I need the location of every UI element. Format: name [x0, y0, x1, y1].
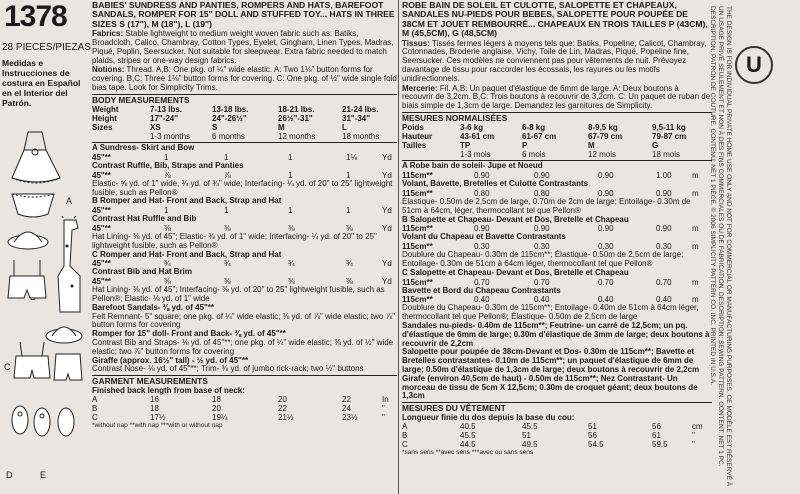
sandals-sketch [6, 400, 90, 460]
yardage-value: 0.30 [474, 242, 490, 252]
view-heading: Salopette pour poupée de 38cm-Devant et Dos- 0.30m de 115cm**; Bavette et Bretelles contrastantes- 0.10m de 115cm**; un paquet d'élastique de 6mm de large; 0.50m d'élastique de 1,3cm de large; deux boutons à recouvrir de 2,2cm [402, 347, 700, 374]
tissus-block [402, 40, 712, 84]
yardage-value: 0.90 [598, 224, 614, 234]
body-measurements-table [92, 105, 397, 141]
garment-row-cell: 23½ [342, 413, 358, 423]
yardage-value: 1⅛ [346, 153, 358, 162]
yardage-value: 1 [288, 206, 293, 216]
yardage-row [402, 224, 712, 233]
tissus-label: Tissus: [402, 38, 430, 48]
yardage-value: Yd [382, 277, 392, 287]
notions-line: Doublure du Chapeau- 0.30m de 115cm**; Élastique- 0.50m de 2,5cm de large; Entoilage- 0.30m de 51cm à 64cm léger, thermocollant tel que Pellon® [402, 250, 684, 268]
notions-label: Notions: [92, 65, 125, 75]
notions-line: Hat Lining- ⅜ yd. of 45"; Interfacing- ⅜ yd. of 20" to 25" lightweight fusible, such as Pellon®; Elastic- ⅛ yd. of 1" wide [92, 285, 385, 303]
yardage-row [92, 153, 397, 162]
measure-row [402, 141, 712, 150]
yardage-value: 0.80 [474, 189, 490, 198]
garment-measurements-table [92, 395, 397, 422]
yardage-row [402, 295, 712, 304]
french-title: ROBE BAIN DE SOLEIL ET CULOTTE, SALOPETTE ET CHAPEAUX, SANDALES NU-PIEDS POUR BEBES, SALOPETTE POUR POUPÉE DE 38CM ET JOUET REMBOURRÉ... CHAPEAUX EN TROIS TAILLES P (43CM), M (45,5CM), G (48,5CM) [402, 0, 708, 39]
doll-romper-sketch [48, 350, 88, 390]
view-heading: Contrast Ruffle, Bib, Straps and Panties [92, 161, 244, 170]
view-heading: Bavette et Bord du Chapeau Contrastants [402, 285, 561, 295]
garment-row-cell: " [692, 431, 695, 441]
yardage-value: 0.90 [534, 224, 550, 234]
garment-row-cell: 40.5 [460, 422, 476, 432]
yardage-value: 1 [288, 170, 293, 180]
notions-line: Contrast Bib and Straps- ⅛ yd. of 45"**; one pkg. of ¼" wide elastic; ⅜ yd. of ½" wide elastic; two ⅞" button forms for covering [92, 337, 394, 356]
garment-row-cell: C [92, 413, 98, 423]
yardage-value: 0.70 [656, 277, 672, 287]
garment-row-cell: 56 [652, 422, 661, 432]
tissus-text: Tissés fermes légers à moyens tels que: Batiks, Popeline, Calicot, Chambray, Cotonnades, Broderie anglaise, Vichy, Toile de Lin, Madras, Piqué, Popeline fine, Seersucker. Ces modèles ne conviennent pas pour vêtements de nuit. Prévoyez davantage de tissu pour raccorder les écossais, les rayures ou les motifs unidirectionnels. [402, 38, 707, 83]
notions-line: Doublure du Chapeau- 0.30m de 115cm**; Entoilage- 0.40m de 51cm à 64cm léger, thermocollant tel que Pellon®; Élastique- 0.50m de 2,5cm de large [402, 303, 699, 322]
yardage-value: ¾ [164, 259, 171, 269]
sidebar [0, 0, 92, 494]
yardage-value: 1 [164, 206, 169, 216]
garment-row-cell: 17½ [150, 413, 166, 423]
yardage-row [92, 171, 397, 180]
view-letter-a: A [66, 196, 73, 206]
garment-row-cell: A [92, 395, 98, 405]
garment-row-cell: 21½ [278, 413, 294, 423]
yardage-value: 0.70 [534, 277, 550, 287]
yardage-row [92, 277, 397, 286]
spanish-note: Medidas e Instrucciones de costura en Español en el Interior del Patrón. [2, 58, 81, 108]
view-heading: B Salopette et Chapeau- Devant et Dos, Bretelle et Chapeau [402, 214, 629, 224]
yardage-value: Yd [382, 153, 392, 162]
romper-b-sketch [4, 258, 50, 304]
fabric-width: 115cm** [402, 277, 433, 287]
yardage-value: 0.90 [598, 171, 614, 181]
measure-row-cell: 61-67 cm [522, 132, 557, 142]
garment-row [92, 413, 397, 422]
garment-row-cell: 49.5 [522, 440, 538, 450]
yardage-value: m [692, 295, 699, 305]
measure-row-cell: 17"-24" [150, 114, 179, 124]
yardage-row [92, 259, 397, 268]
garment-row-cell: 51 [522, 431, 531, 441]
garment-row-cell: 20 [278, 395, 287, 405]
garment-row-cell: 61 [652, 431, 661, 441]
yardage-value: 0.90 [534, 171, 550, 181]
measure-row-cell: Weight [92, 105, 119, 115]
yardage-value: 0.90 [656, 189, 672, 198]
measure-row [402, 123, 712, 132]
garment-row-cell: 18 [212, 395, 221, 405]
measure-row-cell: P [522, 141, 528, 151]
months-row [402, 150, 712, 159]
months-row-cell: 6 months [212, 132, 245, 142]
yardage-value: Yd [382, 206, 392, 216]
months-row-cell: 1-3 mois [460, 150, 491, 160]
garment-row-cell: 59.5 [652, 440, 668, 450]
measure-row-cell: 7-13 lbs. [150, 105, 183, 115]
yardage-value: 1.00 [656, 171, 672, 181]
view-heading: C Romper and Hat- Front and Back, Strap and Hat [92, 249, 282, 259]
fabric-width: 115cm** [402, 171, 433, 181]
fabric-width: 115cm** [402, 242, 433, 252]
view-heading: Contrast Bib and Hat Brim [92, 267, 193, 277]
yardage-value: ⅜ [164, 277, 171, 287]
yardage-value: 0.30 [534, 242, 550, 252]
garment-row-cell: 56 [588, 431, 597, 441]
yardage-row [92, 206, 397, 215]
yardage-row [92, 224, 397, 233]
mesures-table [402, 123, 712, 159]
yardage-value: 0.90 [474, 224, 490, 234]
fabrics-block [92, 30, 397, 65]
pattern-number: 1378 [4, 0, 67, 33]
view-heading: C Salopette et Chapeau- Devant et Dos, Bretelle et Chapeau [402, 267, 629, 277]
measure-row-cell: Poids [402, 123, 424, 133]
measure-row [92, 123, 397, 132]
months-row-cell: 1-3 months [150, 132, 191, 142]
measure-row-cell: 26½"-31" [278, 114, 313, 124]
fabrics-label: Fabrics: [92, 29, 124, 39]
mesures-vetement-title: MESURES DU VÊTEMENT [402, 403, 506, 414]
fabric-width: 45"** [92, 223, 111, 233]
yardage-value: Yd [382, 223, 392, 233]
yardage-value: m [692, 277, 699, 287]
measure-row-cell: TP [460, 141, 471, 151]
yardage-value: ⅞ [164, 170, 171, 180]
garment-row-cell: " [692, 440, 695, 450]
garment-row [92, 404, 397, 413]
french-footnote: *sans sens **avec sens ***avec ou sans sens [402, 449, 534, 457]
fabrics-text: Stable lightweight to medium weight woven fabric such as: Batiks, Broadcloth, Calico, Chambray, Cotton Types, Eyelet, Gingham, Linen Types, Madras, Piqué, Poplin, Seersucker. Not suitable for sleepwear. Extra fabric needed to match plaids, stripes or one-way design fabrics. [92, 29, 394, 65]
garment-row-cell: 54.5 [588, 440, 604, 450]
yardage-value: m [692, 242, 699, 252]
yardage-rows [92, 144, 397, 374]
measure-row-cell: 6-8 kg [522, 123, 546, 133]
measure-row [92, 114, 397, 123]
body-measurements-title: BODY MEASUREMENTS [92, 94, 190, 105]
yardage-value: ⅜ [224, 277, 231, 287]
mesures-vetement-table [402, 422, 712, 449]
yardage-value: m [692, 224, 699, 234]
yardage-row [402, 242, 712, 251]
giraffe-sketch [50, 216, 90, 316]
measure-row-cell: S [212, 123, 218, 133]
measure-row-cell: 67-79 cm [588, 132, 623, 142]
garment-row-cell: B [402, 431, 408, 441]
legal-text: THE DESIGN IS FOR INDIVIDUAL PRIVATE HOME USE ONLY AND NOT FOR COMMERCIAL OR MANUFACTURING PURPOSES. CE MODÈLE EST RÉSERVÉ À UN USAGE PRIVÉ SEULEMENT ET NON À DES FINS COMMERCIALES OU DE FABRICATION. DESCRIPTION: SEWING PATTERN. CONTENT: NET 1 PC. DESCRIPTION: PATRON DE COUTURE. CONTENU: NET 1 PIÈCE. © 2006 SIMPLICITY PATTERN CO. INC. PRINTED IN U.S.A. [709, 6, 732, 487]
notions-line: Felt Remnant- 5" square; one pkg. of ¼" wide elastic; ⅜ yd. of ⅞" wide elastic; two ⅞" button forms for covering [92, 311, 396, 330]
yardage-value: 0.30 [598, 242, 614, 252]
garment-row [402, 431, 712, 440]
fabric-width: 45"** [92, 170, 111, 180]
measure-row-cell: M [278, 123, 285, 133]
yardage-value: ¾ [346, 259, 353, 269]
measure-row-cell: M [588, 141, 595, 151]
yardage-value: ¾ [224, 259, 231, 269]
english-column [92, 0, 397, 429]
months-row [92, 132, 397, 141]
notions-line: Élastique- 0.50m de 2,5cm de large, 0.70m de 2cm de large; Entoilage- 0.30m de 51cm à 64cm, léger, thermocollant tel que Pellon® [402, 197, 691, 215]
view-heading: A Robe bain de soleil- Jupe et Noeud [402, 161, 543, 171]
garment-row-cell: In [382, 395, 389, 405]
yardage-value: 0.90 [598, 189, 614, 198]
measure-row-cell: Sizes [92, 123, 113, 133]
fabric-width: 45"** [92, 153, 111, 162]
view-letter-e: E [40, 470, 47, 480]
yardage-value: 1 [288, 153, 293, 162]
yardage-value: 0.70 [474, 277, 490, 287]
french-column [402, 0, 712, 456]
measure-row-cell: Height [92, 114, 117, 124]
english-title: BABIES' SUNDRESS AND PANTIES, ROMPERS AND HATS, BAREFOOT SANDALS, ROMPER FOR 15" DOLL AND STUFFED TOY... HATS IN THREE SIZES S (17"), M (18"), L (19") [92, 0, 395, 29]
yardage-value: m [692, 189, 699, 198]
piece-count: 28 PIECES/PIEZAS [2, 42, 91, 53]
sundress-sketch [6, 128, 68, 192]
yardage-value: Yd [382, 170, 392, 180]
yardage-row [402, 278, 712, 287]
view-heading: A Sundress- Skirt and Bow [92, 143, 195, 153]
garment-measurements-subtitle: Finished back length from base of neck: [92, 385, 245, 395]
garment-row [402, 422, 712, 431]
garment-row-cell: 20 [212, 404, 221, 414]
garment-row-cell: 16 [150, 395, 159, 405]
months-row-cell: 12 months [278, 132, 316, 142]
measure-row [92, 105, 397, 114]
garment-row-cell: " [382, 404, 385, 414]
measure-row-cell: XS [150, 123, 161, 133]
notions-line: Elastic- ⅝ yd. of 1" wide, ¾ yd. of ¾" wide; Interfacing- ¼ yd. of 20" to 25" lightweight fusible, such as Pellon® [92, 178, 393, 197]
yardage-value: ⅜ [164, 223, 171, 233]
measure-row-cell: L [342, 123, 347, 133]
yardage-value: 0.40 [534, 295, 550, 305]
view-heading: Romper for 15" doll- Front and Back- ⅜ yd. of 45"** [92, 329, 286, 339]
yardage-value: 1 [224, 206, 229, 216]
mercerie-block [402, 85, 712, 111]
view-heading: Volant du Chapeau et Bavette Contrastants [402, 232, 566, 242]
yardage-value: 0.80 [534, 189, 550, 198]
garment-row-cell: C [402, 440, 408, 450]
notions-text: Thread. A,B: One pkg. of ¼" wide elastic. A: Two 1⅛" button forms for covering. B,C: Three 1⅛" button forms for covering. C: One pkg. of ½" wide single fold bias tape. Look for Simplicity Trims. [92, 65, 397, 92]
u-symbol-icon: U [735, 46, 773, 84]
garment-row [92, 395, 397, 404]
mercerie-text: Fil. A,B: Un paquet d'élastique de 6mm de large. A: Deux boutons à recouvrir de 3,2cm. B,C: Trois boutons à recouvrir de 3,2cm. C: Un paquet de ruban de biais simple de 1,3cm de large. Demandez les garnitures de Simplicity. [402, 83, 711, 111]
yardage-value: 0.40 [474, 295, 490, 305]
yardage-value: Yd [382, 259, 392, 269]
measure-row-cell: 43-61 cm [460, 132, 495, 142]
measure-row [402, 132, 712, 141]
yardage-row [402, 171, 712, 180]
yardage-value: ⅜ [346, 277, 353, 287]
view-heading: Sandales nu-pieds- 0.40m de 115cm**; Feutrine- un carré de 12,5cm; un pq. d'élastique de 6mm de large; 0.30m d'élastique de 3mm de large; deux boutons à recouvrir de 2,2cm [402, 320, 710, 348]
garment-measurements-title: GARMENT MEASUREMENTS [92, 376, 208, 387]
fabric-width: 115cm** [402, 224, 433, 234]
english-footnote: *without nap **with nap ***with or without nap [92, 422, 223, 430]
yardage-value: ⅜ [288, 223, 295, 233]
measure-row-cell: 18-21 lbs. [278, 105, 315, 115]
garment-row-cell: 19¼ [212, 413, 228, 423]
garment-row-cell: 24 [342, 404, 351, 414]
garment-row-cell: 45.5 [522, 422, 538, 432]
garment-row-cell: cm [692, 422, 703, 432]
months-row-cell: 6 mois [522, 150, 546, 160]
yardage-value: 1 [224, 153, 229, 162]
garment-row-cell: 22 [278, 404, 287, 414]
yardage-value: ¾ [288, 259, 295, 269]
notions-line: Hat Lining- ⅜ yd. of 45"; Elastic- ⅜ yd. of 1" wide; Interfacing- ¼ yd. of 20" to 25" lightweight fusible, such as Pellon® [92, 231, 377, 250]
view-heading: Volant, Bavette, Bretelles et Culotte Contrastants [402, 179, 589, 189]
mesures-title: MESURES NORMALISÉES [402, 113, 508, 123]
view-heading: B Romper and Hat- Front and Back, Strap and Hat [92, 196, 282, 206]
column-divider [398, 0, 399, 494]
yardage-value: 1 [346, 170, 351, 180]
yardage-value: 0.90 [656, 224, 672, 234]
notions-block [92, 66, 397, 92]
ruffle-hat-sketch [6, 222, 50, 252]
yardage-value: 0.90 [474, 171, 490, 181]
view-heading: Barefoot Sandals- ⅜ yd. of 45"** [92, 302, 215, 312]
yardage-value: 0.40 [656, 295, 672, 305]
measure-row-cell: 9,5-11 kg [652, 123, 686, 133]
garment-row-cell: 44.5 [460, 440, 476, 450]
measure-row-cell: 24"-26½" [212, 114, 247, 124]
metrage-rows [402, 162, 712, 401]
yardage-value: ⅜ [288, 277, 295, 287]
notions-line: Contrast Nose- ⅛ yd. of 45"**; Trim- ⅜ yd. of jumbo rick-rack; two ½" buttons [92, 364, 364, 374]
fabric-width: 45"** [92, 206, 111, 216]
yardage-value: ⅜ [224, 223, 231, 233]
view-heading: Giraffe (approx. 16½" tall) - ½ yd. of 45"** [92, 355, 249, 365]
fabric-width: 115cm** [402, 189, 433, 198]
months-row-cell: 18 mois [652, 150, 681, 160]
measure-row-cell: Hauteur [402, 132, 433, 142]
garment-row-cell: 22 [342, 395, 351, 405]
yardage-value: 0.30 [656, 242, 672, 252]
measure-row-cell: 3-6 kg [460, 123, 484, 133]
yardage-value: 0.70 [598, 277, 614, 287]
fabric-width: 115cm** [402, 295, 433, 305]
view-heading: Contrast Hat Ruffle and Bib [92, 214, 197, 224]
months-row-cell: 18 months [342, 132, 380, 142]
fabric-width: 45"** [92, 277, 111, 287]
measure-row-cell: 31"-34" [342, 114, 371, 124]
view-letter-c: C [4, 362, 11, 372]
yardage-value: m [692, 171, 699, 181]
yardage-value: 0.40 [598, 295, 614, 305]
garment-row-cell: 51 [588, 422, 597, 432]
measure-row-cell: 21-24 lbs. [342, 105, 379, 115]
mercerie-label: Mercerie: [402, 83, 438, 93]
measure-row-cell: 8-9,5 kg [588, 123, 618, 133]
measure-row-cell: G [652, 141, 659, 151]
measure-row-cell: 13-18 lbs. [212, 105, 249, 115]
garment-row-cell: " [382, 413, 385, 423]
garment-row-cell: 18 [150, 404, 159, 414]
garment-row-cell: B [92, 404, 98, 414]
measure-row-cell: 79-87 cm [652, 132, 687, 142]
months-row-cell: 12 mois [588, 150, 617, 160]
garment-row-cell: A [402, 422, 408, 432]
measure-row-cell: Tailles [402, 141, 427, 151]
garment-row-cell: 45.5 [460, 431, 476, 441]
view-letter-d: D [6, 470, 13, 480]
yardage-value: ⅜ [346, 223, 353, 233]
view-heading: Girafe (environ 40,5cm de haut) - 0.50m de 115cm**; Nez Contrastant- Un morceau de tissu de 5cm X 12,5cm; 0.30m de croquet géant; deux boutons de 1,3cm [402, 373, 698, 401]
mesures-vetement-subtitle: Longueur finie du dos depuis la base du cou: [402, 412, 575, 422]
yardage-value: 1 [346, 206, 351, 216]
yardage-value: ⅞ [224, 170, 231, 180]
yardage-row [402, 189, 712, 198]
garment-row [402, 440, 712, 449]
fabric-width: 45"** [92, 259, 111, 269]
yardage-value: 1 [164, 153, 169, 162]
